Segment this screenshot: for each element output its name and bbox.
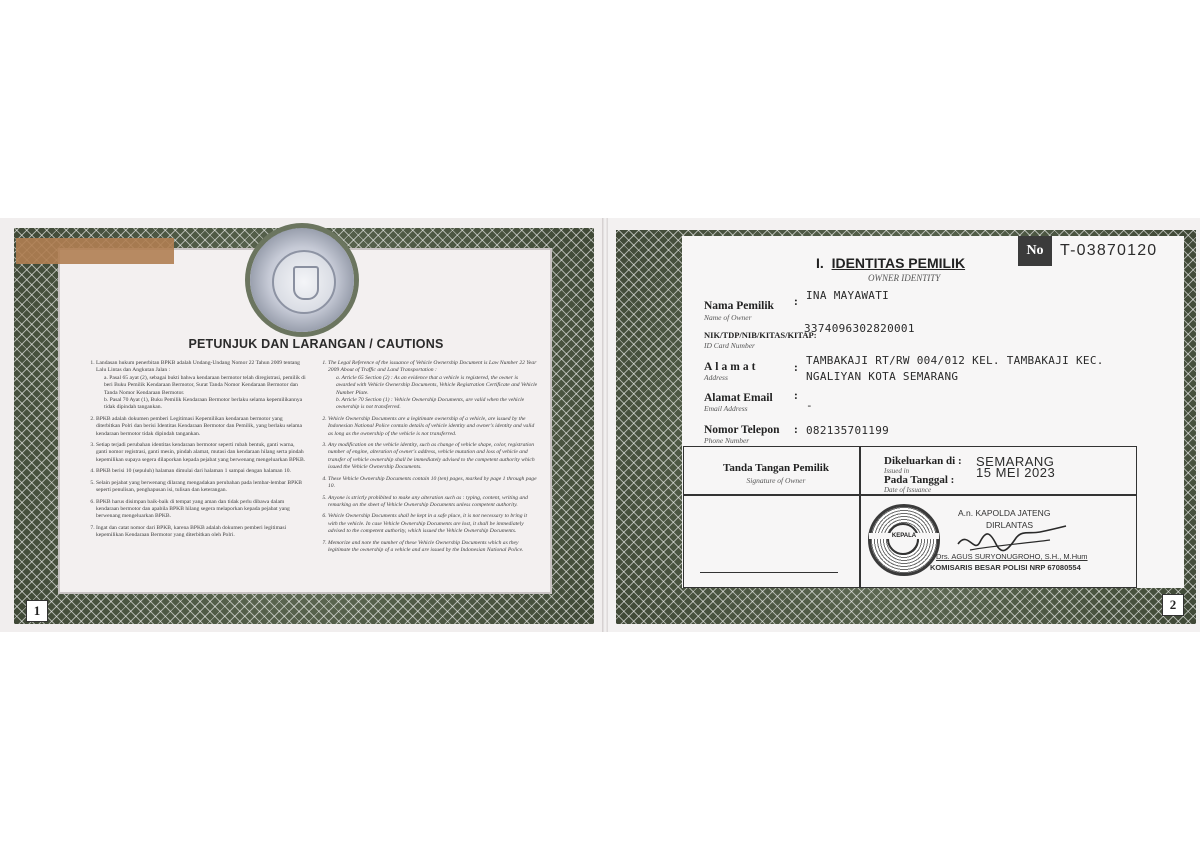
caution-item: 3. Setiap terjadi perubahan identitas kendaraan bermotor seperti rubah bentuk, ganti warna, ganti nomor registrasi, ganti mesin, pindah alamat, mutasi dan kendaraan hilang serta pindah kepemilikan supaya segera dilaporkan kepada pejabat yang berwenang mengeluarkan BPKB. [96,442,306,464]
cautions-indonesian [86,360,306,544]
cautions-title: PETUNJUK DAN LARANGAN / CAUTIONS [188,337,444,351]
caution-item: 6. BPKB harus disimpan baik-baik di tempat yang aman dan tidak perlu dibawa dalam kendaraan bermotor dan apabila BPKB hilang segera melaporkan kepada pejabat yang berwenang mengeluarkan BPKB. [96,499,306,521]
phone-label: Nomor Telepon [704,424,780,436]
address-line-2: NGALIYAN KOTA SEMARANG [806,370,959,383]
id-number-label-en: ID Card Number [704,341,755,350]
police-emblem-icon [250,228,354,332]
owner-name-label: Nama Pemilik [704,300,774,312]
owner-signature-label: Tanda Tangan Pemilik [723,462,829,474]
address-label: Alamat [704,361,759,373]
caution-item-en: 5. Anyone is strictly prohibited to make any alteration such as : typing, content, writing and remarking on the sheet of Vehicle Ownership Documents unless competent authority. [328,495,538,510]
official-rank: KOMISARIS BESAR POLISI NRP 67080554 [930,563,1081,572]
redaction-mark [16,238,174,264]
section-subtitle: OWNER IDENTITY [868,273,941,283]
caution-item-en: 1. The Legal Reference of the issuance of Vehicle Ownership Document is Law Number 22 Year 2009 About of Traffic and Land Transportation : a. Article 65 Section (2) : As an evidence that a vehicle is registered, the owner is awarded with Vehicle Ownership Documents, Vehicle Registration Certificate and Vehicle Number Plate. b. Article 70 Section (1) : Vehicle Ownership Documents, are valid when the vehicle ownership is not transferred. [328,360,538,412]
caution-item: 4. BPKB berisi 10 (sepuluh) halaman dimulai dari halaman 1 sampai dengan halaman 10. [96,468,306,475]
issue-date-label: Pada Tanggal : [884,474,955,486]
colon: : [794,362,798,374]
document-number-label: No [1018,236,1052,266]
caution-item: 2. BPKB adalah dokumen pemberi Legitimasi Kepemilikan kendaraan bermotor yang diterbitkan Polri dan berisi Identitas Kendaraan Bermotor dan Pemilik, yang berlaku selama kendaraan bermotor tidak dipindah tangankan. [96,416,306,438]
email-label: Alamat Email [704,392,773,404]
caution-item: 7. Ingat dan catat nomor dari BPKB, karena BPKB adalah dokumen pemberi legitimasi kepemilikan Kendaraan Bermotor yang diterbitkan oleh Polri. [96,525,306,540]
owner-name-value: INA MAYAWATI [806,289,890,302]
issue-date-label-en: Date of Issuance [884,486,932,494]
address-line-1: TAMBAKAJI RT/RW 004/012 KEL. TAMBAKAJI KEC. [806,354,1104,367]
id-number-value: 3374096302820001 [804,322,915,335]
address-label-en: Address [704,373,728,382]
page-number-1: 1 [26,600,48,622]
page-number-2: 2 [1162,594,1184,616]
email-value: - [806,399,813,412]
official-stamp-icon: KEPALA [868,504,940,576]
box-row-divider [683,494,1137,496]
owner-signature-line [700,572,838,573]
id-number-label: NIK/TDP/NIB/KITAS/KITAP: [704,330,817,340]
box-divider [859,446,861,588]
cautions-english [318,360,538,558]
phone-label-en: Phone Number [704,436,750,445]
email-label-en: Email Address [704,404,748,413]
issued-in-value: SEMARANG [976,454,1055,469]
caution-item: 5. Selain pejabat yang berwenang dilarang mengadakan perubahan pada lembar-lembar BPKB seperti penulisan, penghapusan isi, tulisan dan keterangan. [96,480,306,495]
issued-in-label-en: Issued in [884,467,910,475]
official-name: Drs. AGUS SURYONUGROHO, S.H., M.Hum [936,552,1088,561]
owner-signature-label-en: Signature of Owner [746,476,806,485]
caution-item: 1. Landasan hukum penerbitan BPKB adalah Undang-Undang Nomor 22 Tahun 2009 tentang Lalu Lintas dan Angkutan Jalan : a. Pasal 65 ayat (2), sebagai bukti bahwa kendaraan bermotor telah diregistrasi, pemilik di beri Buku Pemilik Kendaraan Bermotor, Surat Tanda Nomor Kendaraan Bermotor dan Tanda Nomor Kendaraan Bermotor. b. Pasal 70 Ayat (1), Buku Pemilik Kendaraan Bermotor berlaku selama kepemilikannya tidak dipindah tangankan. [96,360,306,412]
caution-item-en: 4. These Vehicle Ownership Documents contain 10 (ten) pages, marked by page 1 through page 10. [328,476,538,491]
colon: : [794,424,798,436]
caution-item-en: 2. Vehicle Ownership Documents are a legitimate ownership of a vehicle, are issued by the Indonesian National Police contain details of vehicle identity and owner's identity and valid as long as the ownership of the vehicle is not transferred. [328,416,538,438]
official-title: DIRLANTAS [986,520,1034,530]
page-fold [602,218,608,632]
document-number: T-03870120 [1060,242,1158,259]
issue-date-value: 15 MEI 2023 [976,465,1056,480]
caution-item-en: 7. Memorize and note the number of these Vehicle Ownership Documents which as they legitimate the ownership of a vehicle and are issued by the Indonesian National Police. [328,540,538,555]
caution-item-en: 6. Vehicle Ownership Documents shall be kept in a safe place, it is not necessary to bring it with the vehicle. In case Vehicle Ownership Documents are lost, it shall be immediately advised to the competent authority, which issued the Vehicle Ownership Documents. [328,513,538,535]
caution-item-en: 3. Any modification on the vehicle identity, such as change of vehicle shape, color, registration number of engine, alteration of owner's address, vehicle mutation and loss of vehicle and transfer of vehicle ownership shall be immediately advised to the competent authority which issued the Vehicle Ownership Documents. [328,442,538,472]
section-title: I. IDENTITAS PEMILIK [816,255,966,271]
issued-in-label: Dikeluarkan di : [884,455,962,467]
official-on-behalf: A.n. KAPOLDA JATENG [958,508,1051,518]
phone-value: 082135701199 [806,424,890,437]
colon: : [794,390,798,402]
colon: : [794,296,798,308]
owner-name-label-en: Name of Owner [704,313,752,322]
